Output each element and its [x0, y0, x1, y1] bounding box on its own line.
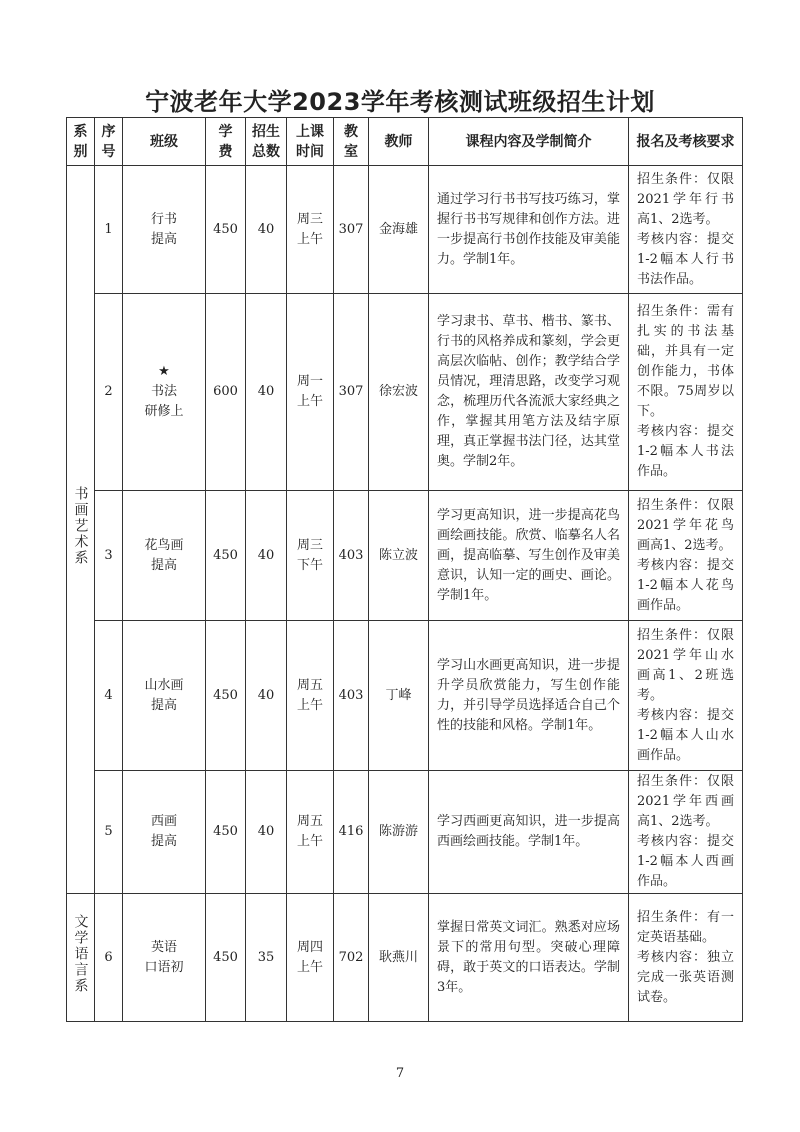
course-description: 学习山水画更高知识，进一步提升学员欣赏能力，写生创作能力，并引导学员选择适合自己个性的技能和风格。学制1年。 — [429, 621, 629, 771]
department-cell — [67, 166, 95, 894]
table-row — [67, 166, 743, 294]
class-name: 西画 提高 — [123, 771, 206, 894]
course-description: 学习隶书、草书、楷书、篆书、行书的风格养成和篆刻，学会更高层次临帖、创作；教学结合学员情况，理清思路，改变学习观念，梳理历代各流派大家经典之作，掌握其用笔方法及结字原理，真正掌握书法门径，达其堂奥。学制2年。 — [429, 294, 629, 491]
quota: 40 — [246, 621, 287, 771]
class-name: 山水画 提高 — [123, 621, 206, 771]
room: 403 — [334, 621, 369, 771]
page-title: 宁波老年大学2023学年考核测试班级招生计划 — [145, 88, 655, 116]
header-dept: 系 别 — [67, 118, 95, 166]
header-room: 教 室 — [334, 118, 369, 166]
fee: 450 — [206, 621, 246, 771]
fee: 450 — [206, 491, 246, 621]
table-row — [67, 491, 743, 621]
fee: 600 — [206, 294, 246, 491]
row-number: 6 — [95, 894, 123, 1022]
class-name: 行书 提高 — [123, 166, 206, 294]
header-content: 课程内容及学制简介 — [429, 118, 629, 166]
teacher: 徐宏波 — [369, 294, 429, 491]
star-icon: ★ — [158, 364, 170, 379]
requirements: 招生条件：仅限2021学年西画高1、2选考。 考核内容：提交1-2幅本人西画作品。 — [629, 771, 743, 894]
row-number: 5 — [95, 771, 123, 894]
class-cell — [123, 294, 206, 491]
department-name: 书画艺术系 — [72, 486, 89, 566]
department-name: 文学语言系 — [72, 914, 89, 994]
course-description: 学习西画更高知识，进一步提高西画绘画技能。学制1年。 — [429, 771, 629, 894]
row-number: 1 — [95, 166, 123, 294]
room: 416 — [334, 771, 369, 894]
header-quota: 招生 总数 — [246, 118, 287, 166]
class-name: 花鸟画 提高 — [123, 491, 206, 621]
header-class: 班级 — [123, 118, 206, 166]
quota: 40 — [246, 294, 287, 491]
fee: 450 — [206, 771, 246, 894]
requirements: 招生条件：仅限2021学年行书高1、2选考。 考核内容：提交1-2幅本人行书书法作品。 — [629, 166, 743, 294]
requirements: 招生条件：需有扎实的书法基础，并具有一定创作能力，书体不限。75周岁以下。 考核内容：提交1-2幅本人书法作品。 — [629, 294, 743, 491]
room: 307 — [334, 166, 369, 294]
class-time: 周五 上午 — [287, 771, 334, 894]
room: 702 — [334, 894, 369, 1022]
page-number: 7 — [395, 1066, 405, 1081]
quota: 40 — [246, 491, 287, 621]
row-number: 3 — [95, 491, 123, 621]
class-name: 英语 口语初 — [123, 894, 206, 1022]
teacher: 陈立波 — [369, 491, 429, 621]
course-description: 通过学习行书书写技巧练习，掌握行书书写规律和创作方法。进一步提高行书创作技能及审美能力。学制1年。 — [429, 166, 629, 294]
class-time: 周一 上午 — [287, 294, 334, 491]
department-cell — [67, 894, 95, 1022]
class-time: 周五 上午 — [287, 621, 334, 771]
class-time: 周四 上午 — [287, 894, 334, 1022]
room: 403 — [334, 491, 369, 621]
fee: 450 — [206, 166, 246, 294]
course-description: 学习更高知识，进一步提高花鸟画绘画技能。欣赏、临摹名人名画，提高临摹、写生创作及审美意识，认知一定的画史、画论。学制1年。 — [429, 491, 629, 621]
teacher: 金海雄 — [369, 166, 429, 294]
table-row — [67, 771, 743, 894]
table-row — [67, 621, 743, 771]
header-teacher: 教师 — [369, 118, 429, 166]
teacher: 陈游游 — [369, 771, 429, 894]
fee: 450 — [206, 894, 246, 1022]
requirements: 招生条件：仅限2021学年山水画高1、2班选考。 考核内容：提交1-2幅本人山水画作品。 — [629, 621, 743, 771]
requirements: 招生条件：仅限2021学年花鸟画高1、2选考。 考核内容：提交1-2幅本人花鸟画作品。 — [629, 491, 743, 621]
header-fee: 学 费 — [206, 118, 246, 166]
table-row — [67, 294, 743, 491]
course-description: 掌握日常英文词汇。熟悉对应场景下的常用句型。突破心理障碍，敢于英文的口语表达。学制3年。 — [429, 894, 629, 1022]
teacher: 耿燕川 — [369, 894, 429, 1022]
class-name: 书法 研修上 — [144, 384, 184, 419]
row-number: 4 — [95, 621, 123, 771]
header-time: 上课 时间 — [287, 118, 334, 166]
quota: 35 — [246, 894, 287, 1022]
teacher: 丁峰 — [369, 621, 429, 771]
table-header-row — [67, 118, 743, 166]
room: 307 — [334, 294, 369, 491]
requirements: 招生条件：有一定英语基础。 考核内容：独立完成一张英语测试卷。 — [629, 894, 743, 1022]
quota: 40 — [246, 166, 287, 294]
class-time: 周三 下午 — [287, 491, 334, 621]
header-requirements: 报名及考核要求 — [629, 118, 743, 166]
header-no: 序 号 — [95, 118, 123, 166]
row-number: 2 — [95, 294, 123, 491]
class-time: 周三 上午 — [287, 166, 334, 294]
table-row — [67, 894, 743, 1022]
enrollment-table — [66, 117, 743, 1022]
quota: 40 — [246, 771, 287, 894]
